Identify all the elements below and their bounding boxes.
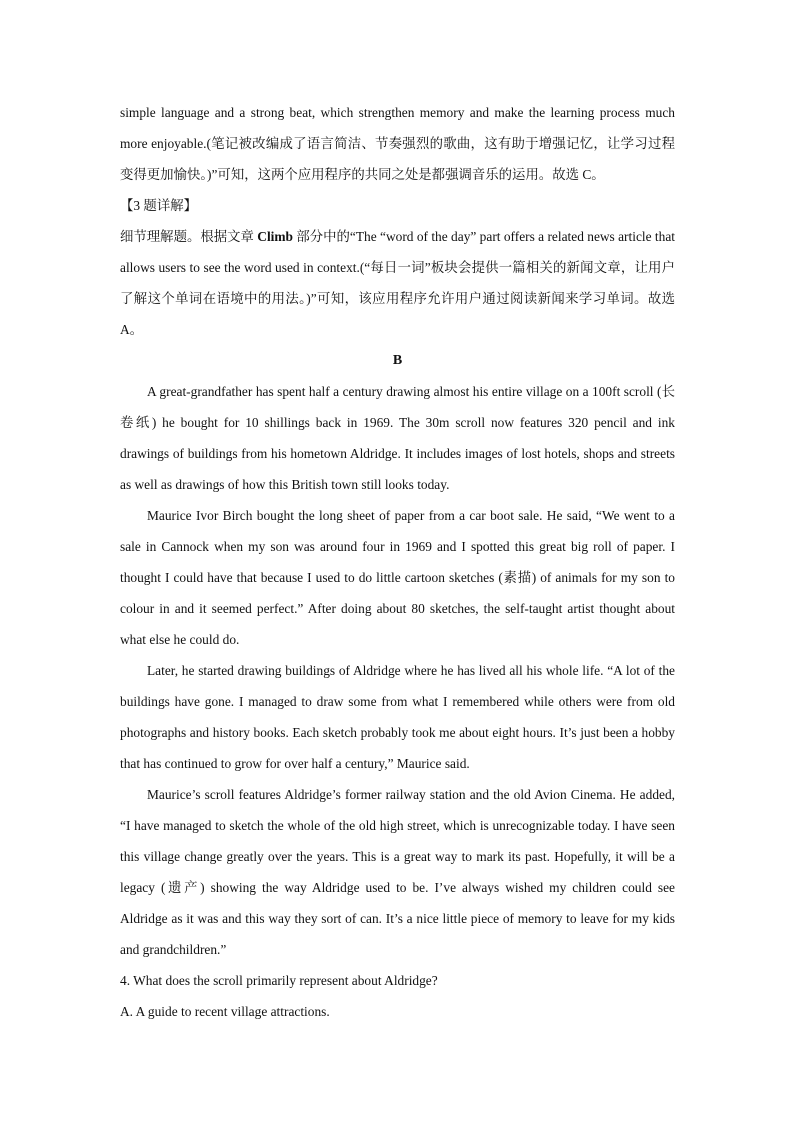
- article-paragraph-2: Maurice Ivor Birch bought the long sheet of paper from a car boot sale. He said, “We went to a sale in Cannock when my son was around four in 1969 and I spotted this great big roll of paper. I thought I could have that because I used to do little cartoon sketches (素描) of animals for my son to colour in and it seemed perfect.” After doing about 80 sketches, the self-taught artist thought about what else he could do.: [120, 508, 675, 647]
- article-paragraph-1: A great-grandfather has spent half a century drawing almost his entire village on a 100ft scroll (长卷纸) he bought for 10 shillings back in 1969. The 30m scroll now features 320 pencil and ink drawings of buildings from his hometown Aldridge. It includes images of lost hotels, shops and streets as well as drawings of how this British town still looks today.: [120, 384, 675, 492]
- question-3-explanation: [120, 221, 675, 345]
- q3-bold-term: Climb: [257, 229, 293, 244]
- article-paragraph-3: Later, he started drawing buildings of Aldridge where he has lived all his whole life. “A lot of the buildings have gone. I managed to draw some from what I remembered while others were from old photographs and history books. Each sketch probably took me about eight hours. It’s just been a hobby that has continued to grow for over half a century,” Maurice said.: [120, 663, 675, 771]
- q3-text-before: 细节理解题。根据文章: [120, 229, 258, 244]
- document-page: [120, 97, 675, 1027]
- section-b-label: B: [392, 353, 403, 368]
- article-paragraph-4: Maurice’s scroll features Aldridge’s former railway station and the old Avion Cinema. He added, “I have managed to sketch the whole of the old high street, which is unrecognizable today. I have seen this village change greatly over the years. This is a great way to mark its past. Hopefully, it will be a legacy (遗产) showing the way Aldridge used to be. I’ve always wished my children could see Aldridge as it was and this way they sort of can. It’s a nice little piece of memory to leave for my kids and grandchildren.”: [120, 787, 675, 957]
- question-3-heading: 【3 题详解】: [120, 198, 197, 213]
- question-4-option-a: A. A guide to recent village attractions.: [120, 1004, 330, 1019]
- question-4-stem: 4. What does the scroll primarily represent about Aldridge?: [120, 973, 438, 988]
- q3-text-after: 部分中的“The “word of the day” part offers a related news article that allows users to see the word used in context.(“每日一词”板块会提供一篇相关的新闻文章，让用户了解这个单词在语境中的用法。)”可知，该应用程序允许用户通过阅读新闻来学习单词。故选 A。: [120, 229, 675, 337]
- answer-explanation-continuation: simple language and a strong beat, which strengthen memory and make the learning process much more enjoyable.(笔记被改编成了语言简洁、节奏强烈的歌曲，这有助于增强记忆，让学习过程变得更加愉快。)”可知，这两个应用程序的共同之处是都强调音乐的运用。故选 C。: [120, 105, 675, 182]
